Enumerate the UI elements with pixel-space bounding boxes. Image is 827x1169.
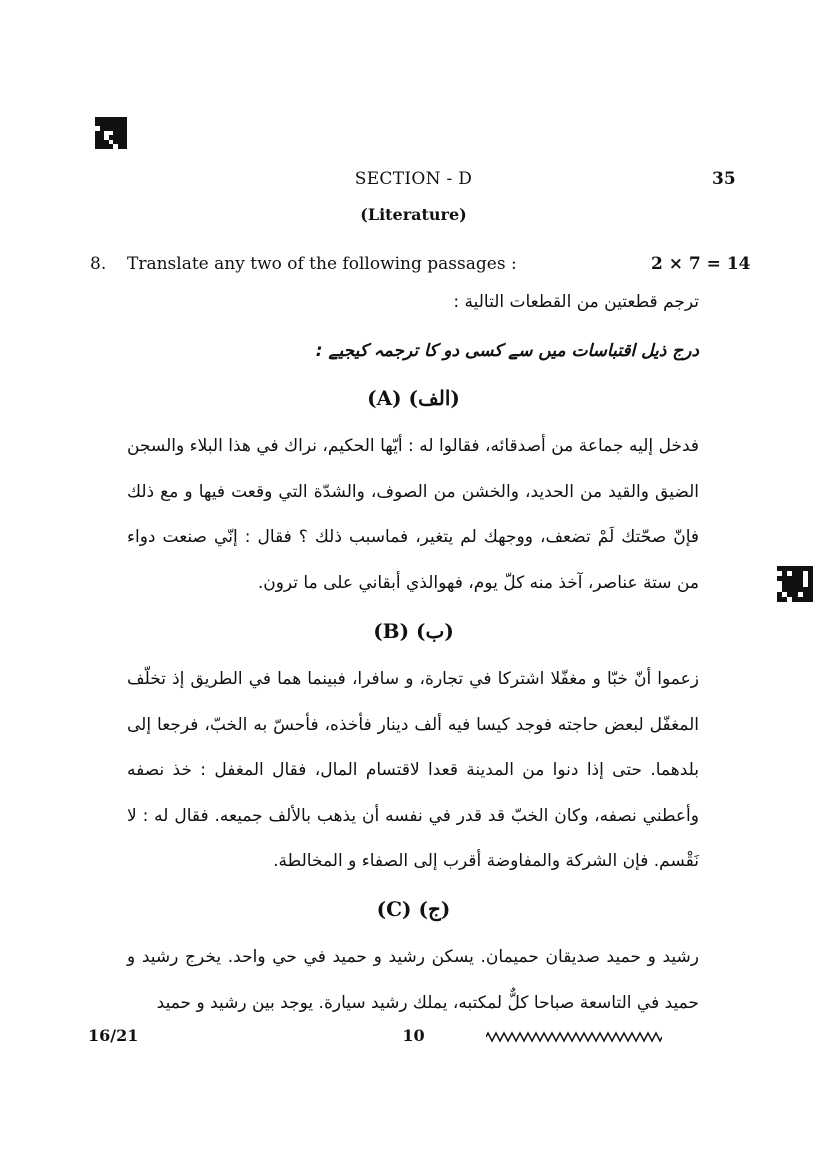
question-number: 8.: [90, 254, 107, 274]
page-code: 35: [712, 169, 736, 189]
urdu-instruction: درج ذیل اقتباسات میں سے کسی دو کا ترجمہ کیجیے :: [315, 341, 699, 361]
paper-code: 16/21: [88, 1026, 139, 1045]
qr-code-icon: [95, 117, 127, 149]
question-text: Translate any two of the following passages :: [127, 254, 517, 274]
question-marks: 2 × 7 = 14: [651, 254, 751, 274]
wavy-line-icon: [486, 1030, 662, 1044]
arabic-instruction: ترجم قطعتين من القطعات التالية :: [453, 292, 699, 312]
page-number: 10: [402, 1026, 425, 1045]
qr-code-icon: [777, 566, 813, 602]
section-title: SECTION - D: [354, 169, 473, 189]
passage-heading: (A) (الف): [367, 386, 460, 410]
section-subtitle: (Literature): [360, 205, 467, 224]
passage-text: رشيد و حميد صديقان حميمان. يسكن رشيد و حميد في حي واحد. يخرج رشيد و حميد في التاسعة صباحا كلٌّ لمكتبه، يملك رشيد سيارة. يوجد بين رشيد و حميد: [127, 947, 699, 1013]
passage-text: زعموا أنّ خبّا و مغفّلا اشتركا في تجارة، و سافرا، فبينما هما في الطريق إذ تخلّف المغفّل لبعض حاجته فوجد كيسا فيه ألف دينار فأخذه، فأحسّ به الخبّ، فرجعا إلى بلدهما. حتى إذا دنوا من المدينة قعدا لاقتسام المال، فقال المغفل : خذ نصفه وأعطني نصفه، وكان الخبّ قد قدر في نفسه أن يذهب بالألف جميعه. فقال له : لا نَقْسم. فإن الشركة والمفاوضة أقرب إلى الصفاء و المخالطة.: [127, 669, 699, 871]
passage-text: فدخل إليه جماعة من أصدقائه، فقالوا له : أيّها الحكيم، نراك في هذا البلاء والسجن الضيق والقيد من الحديد، والخشن من الصوف، والشدّة التي وقعت فيها و مع ذلك فإنّ صحّتك لَمْ تضعف، ووجهك لم يتغير، فماسبب ذلك ؟ فقال : إنّي صنعت دواء من ستة عناصر، آخذ منه كلّ يوم، فهوالذي أبقاني على ما ترون.: [127, 436, 699, 593]
passage-heading: (C) (ج): [376, 897, 451, 921]
passage-heading: (B) (ب): [373, 619, 454, 643]
